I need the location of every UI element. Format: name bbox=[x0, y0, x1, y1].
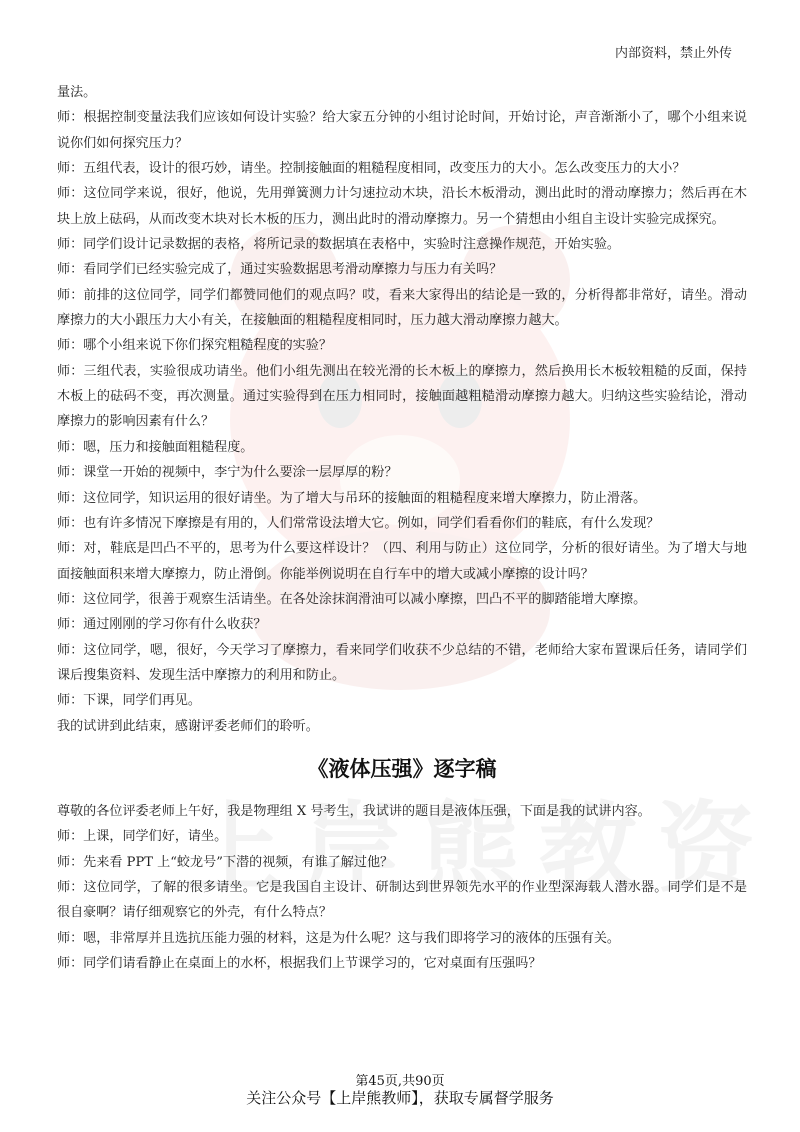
section-title: 《液体压强》逐字稿 bbox=[307, 755, 497, 781]
transcript-paragraph: 我的试讲到此结束，感谢评委老师们的聆听。 bbox=[57, 718, 319, 734]
transcript-paragraph: 师：通过刚刚的学习你有什么收获？ bbox=[57, 617, 267, 633]
transcript-paragraph: 师：根据控制变量法我们应该如何设计实验？给大家五分钟的小组讨论时间，开始讨论，声音渐渐小了，哪个小组来说说你们如何探究压力？ bbox=[57, 110, 747, 151]
transcript-paragraph: 师：五组代表，设计的很巧妙，请坐。控制接触面的粗糙程度相同，改变压力的大小。怎么改变压力的大小？ bbox=[57, 161, 686, 177]
transcript-paragraph: 师：同学们请看静止在桌面上的水杯，根据我们上节课学习的，它对桌面有压强吗？ bbox=[57, 956, 542, 971]
document-body bbox=[57, 80, 747, 976]
transcript-paragraph: 师：这位同学来说，很好，他说，先用弹簧测力计匀速拉动木块，沿长木板滑动，测出此时的滑动摩擦力；然后再在木块上放上砝码，从而改变木块对长木板的压力，测出此时的滑动摩擦力。另一个猜想由小组自主设计实验完成探究。 bbox=[57, 186, 747, 227]
transcript-paragraph: 师：三组代表，实验很成功请坐。他们小组先测出在较光滑的长木板上的摩擦力，然后换用长木板较粗糙的反面，保持木板上的砝码不变，再次测量。通过实验得到在压力相同时，接触面越粗糙滑动摩擦力越大。归纳这些实验结论，滑动摩擦力的影响因素有什么？ bbox=[57, 363, 747, 430]
transcript-paragraph: 师：这位同学，了解的很多请坐。它是我国自主设计、研制达到世界领先水平的作业型深海载人潜水器。同学们是不是很自豪啊？请仔细观察它的外壳，有什么特点？ bbox=[57, 879, 747, 921]
transcript-section-friction bbox=[57, 80, 747, 739]
transcript-paragraph: 师：看同学们已经实验完成了，通过实验数据思考滑动摩擦力与压力有关吗？ bbox=[57, 262, 503, 278]
transcript-paragraph: 师：这位同学，很善于观察生活请坐。在各处涂抹润滑油可以减小摩擦，凹凸不平的脚踏能增大摩擦。 bbox=[57, 591, 647, 607]
transcript-section-liquid-pressure bbox=[57, 799, 747, 976]
confidential-note: 内部资料，禁止外传 bbox=[614, 46, 732, 61]
transcript-paragraph: 师：课堂一开始的视频中，李宁为什么要涂一层厚厚的粉？ bbox=[57, 465, 398, 481]
transcript-paragraph: 师：先来看 PPT 上“蛟龙号”下潜的视频，有谁了解过他？ bbox=[57, 854, 394, 870]
transcript-paragraph: 师：同学们设计记录数据的表格，将所记录的数据填在表格中，实验时注意操作规范，开始实验。 bbox=[57, 237, 621, 253]
transcript-paragraph: 师：嗯，非常厚并且选抗压能力强的材料，这是为什么呢？这与我们即将学习的液体的压强有关。 bbox=[57, 930, 621, 946]
footer-promo: 关注公众号【上岸熊教师】，获取专属督学服务 bbox=[246, 1089, 554, 1107]
transcript-paragraph: 师：这位同学，知识运用的很好请坐。为了增大与吊环的接触面的粗糙程度来增大摩擦力，防止滑落。 bbox=[57, 490, 647, 506]
transcript-paragraph: 师：下课，同学们再见。 bbox=[57, 693, 202, 709]
transcript-paragraph: 师：哪个小组来说下你们探究粗糙程度的实验？ bbox=[57, 338, 332, 354]
transcript-paragraph: 师：也有许多情况下摩擦是有用的，人们常常设法增大它。例如，同学们看看你们的鞋底，有什么发现？ bbox=[57, 515, 660, 531]
transcript-paragraph: 尊敬的各位评委老师上午好，我是物理组 X 号考生，我试讲的题目是液体压强，下面是我的试讲内容。 bbox=[57, 803, 651, 819]
transcript-paragraph: 师：这位同学，嗯，很好，今天学习了摩擦力，看来同学们收获不少总结的不错，老师给大家布置课后任务，请同学们课后搜集资料、发现生活中摩擦力的利用和防止。 bbox=[57, 642, 747, 683]
transcript-paragraph: 师：前排的这位同学，同学们都赞同他们的观点吗？哎，看来大家得出的结论是一致的，分析得都非常好，请坐。滑动摩擦力的大小跟压力大小有关，在接触面的粗糙程度相同时，压力越大滑动摩擦力越大。 bbox=[57, 287, 747, 329]
transcript-paragraph: 师：嗯，压力和接触面粗糙程度。 bbox=[57, 439, 254, 455]
transcript-paragraph: 师：对，鞋底是凹凸不平的，思考为什么要这样设计？（四、利用与防止）这位同学，分析的很好请坐。为了增大与地面接触面积来增大摩擦力，防止滑倒。你能举例说明在自行车中的增大或减小摩擦的设计吗？ bbox=[57, 541, 747, 582]
transcript-paragraph: 量法。 bbox=[57, 85, 97, 100]
transcript-paragraph: 师：上课，同学们好，请坐。 bbox=[57, 829, 228, 845]
page-number: 第45页,共90页 bbox=[355, 1074, 445, 1089]
